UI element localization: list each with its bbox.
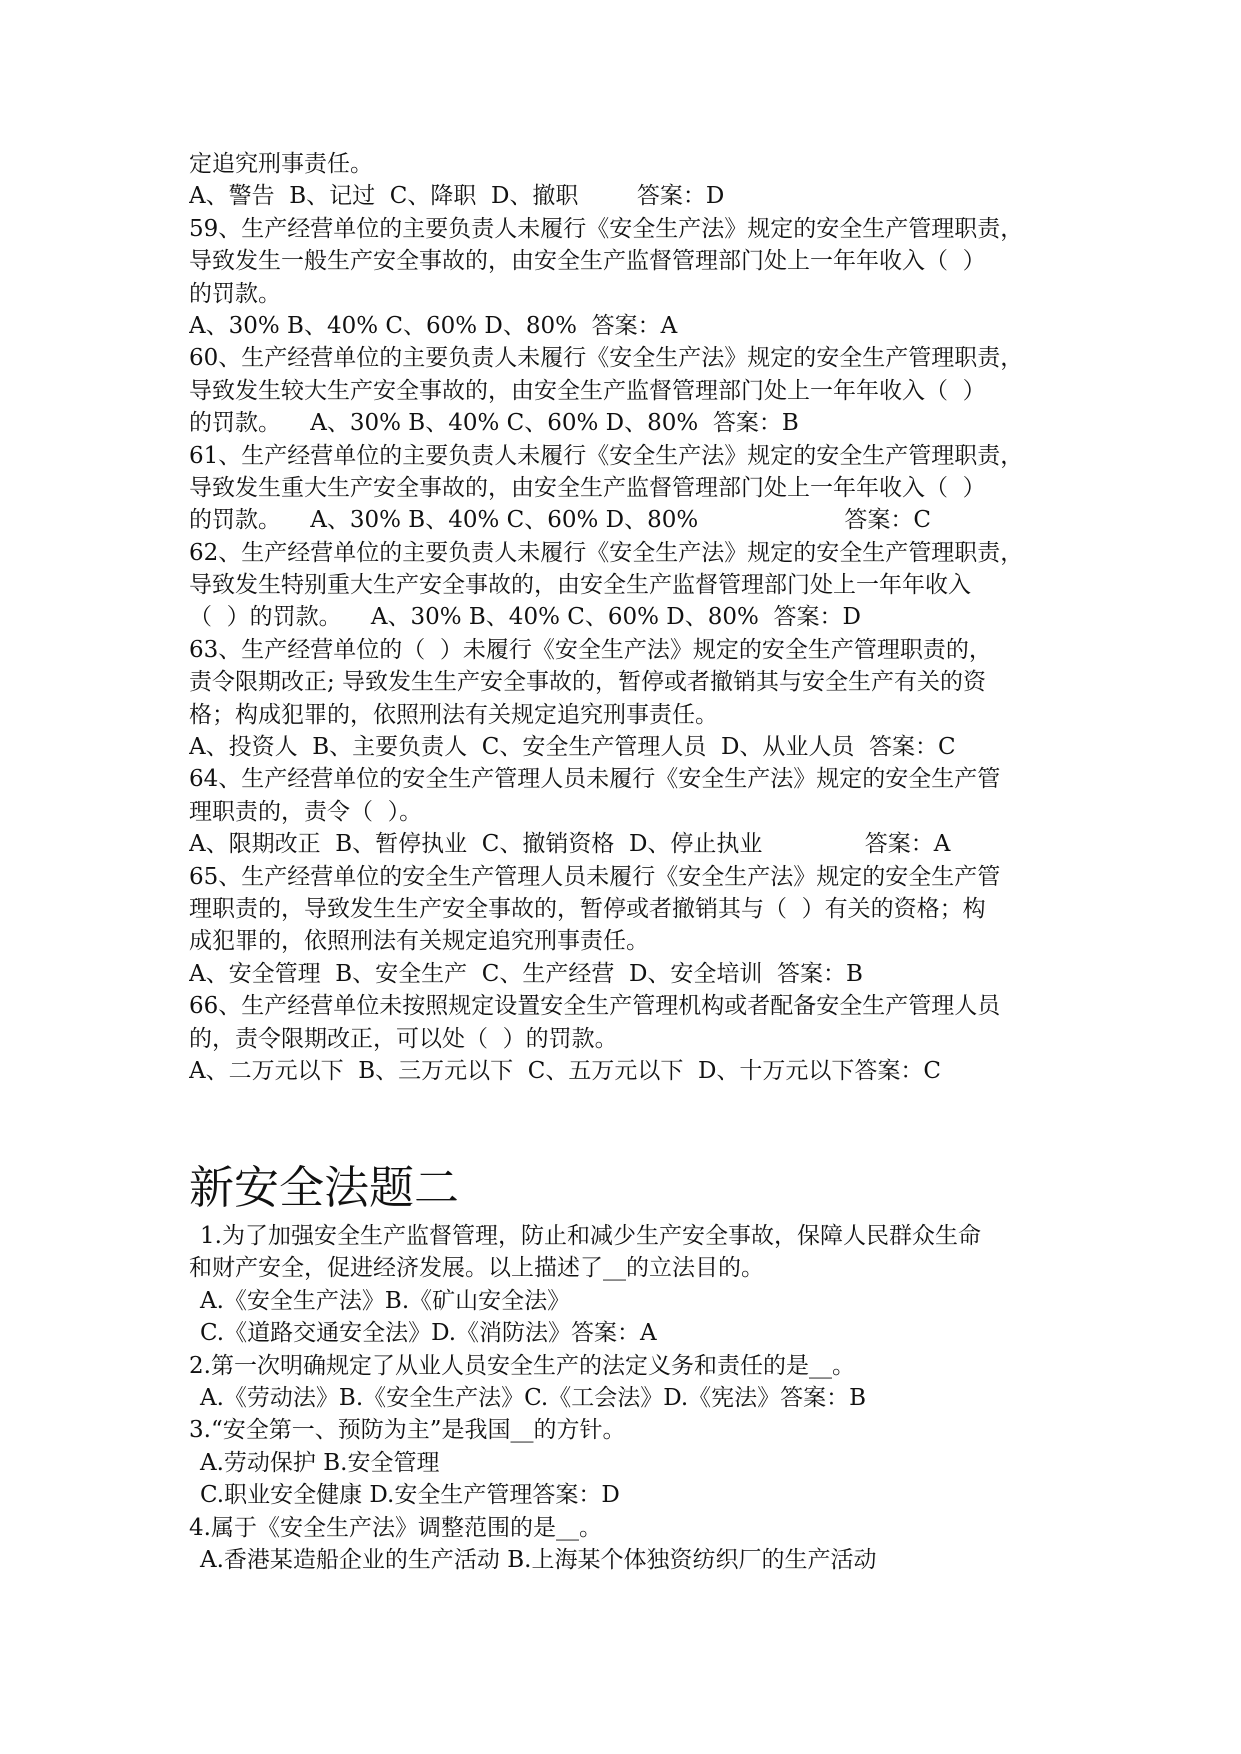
option-line: A.香港某造船企业的生产活动 B.上海某个体独资纺织厂的生产活动 (200, 1546, 877, 1573)
answer-line: C.职业安全健康 D.安全生产管理答案：D (200, 1482, 620, 1509)
text-line: 导致发生一般生产安全事故的，由安全生产监督管理部门处上一年年收入（ ） (189, 248, 986, 275)
question-63: 63、生产经营单位的（ ）未履行《安全生产法》规定的安全生产管理职责的， (189, 636, 992, 663)
question-2: 2.第一次明确规定了从业人员安全生产的法定义务和责任的是__。 (189, 1352, 855, 1379)
section-heading: 新安全法题二 (189, 1161, 460, 1214)
question-3: 3.“安全第一、预防为主”是我国__的方针。 (189, 1417, 626, 1444)
answer-line: A、警告 B、记过 C、降职 D、撤职 答案：D (189, 183, 725, 210)
question-block-bottom (189, 1220, 1059, 1576)
text-line: 成犯罪的，依照刑法有关规定追究刑事责任。 (189, 928, 649, 955)
option-line: A.劳动保护 B.安全管理 (200, 1449, 440, 1476)
text-line: 格；构成犯罪的，依照刑法有关规定追究刑事责任。 (189, 701, 718, 728)
answer-line: 的罚款。 A、30% B、40% C、60% D、80% 答案：C (189, 507, 932, 534)
option-line: A.《安全生产法》B.《矿山安全法》 (200, 1287, 571, 1314)
text-line: 的，责令限期改正，可以处（ ）的罚款。 (189, 1025, 618, 1052)
answer-line: A、投资人 B、主要负责人 C、安全生产管理人员 D、从业人员 答案：C (189, 734, 956, 761)
question-62: 62、生产经营单位的主要负责人未履行《安全生产法》规定的安全生产管理职责， (189, 539, 1024, 566)
question-59: 59、生产经营单位的主要负责人未履行《安全生产法》规定的安全生产管理职责， (189, 215, 1024, 242)
question-65: 65、生产经营单位的安全生产管理人员未履行《安全生产法》规定的安全生产管 (189, 863, 1001, 890)
text-line: 定追究刑事责任。 (189, 151, 373, 177)
text-line: 和财产安全，促进经济发展。以上描述了__的立法目的。 (189, 1255, 764, 1282)
question-61: 61、生产经营单位的主要负责人未履行《安全生产法》规定的安全生产管理职责， (189, 442, 1024, 469)
question-4: 4.属于《安全生产法》调整范围的是__。 (189, 1514, 602, 1541)
answer-line: A、30% B、40% C、60% D、80% 答案：A (189, 312, 678, 339)
text-line: 理职责的，责令（ ）。 (189, 798, 423, 825)
question-64: 64、生产经营单位的安全生产管理人员未履行《安全生产法》规定的安全生产管 (189, 766, 1001, 793)
answer-line: A、安全管理 B、安全生产 C、生产经营 D、安全培训 答案：B (189, 960, 863, 987)
answer-line: （ ）的罚款。 A、30% B、40% C、60% D、80% 答案：D (189, 604, 861, 631)
question-block-top (189, 148, 1059, 1087)
answer-line: C.《道路交通安全法》D.《消防法》答案：A (200, 1320, 657, 1347)
text-line: 导致发生较大生产安全事故的，由安全生产监督管理部门处上一年年收入（ ） (189, 377, 986, 404)
text-line: 导致发生特别重大生产安全事故的，由安全生产监督管理部门处上一年年收入 (189, 572, 971, 599)
answer-line: A、二万元以下 B、三万元以下 C、五万元以下 D、十万元以下答案：C (189, 1057, 942, 1084)
question-66: 66、生产经营单位未按照规定设置安全生产管理机构或者配备安全生产管理人员 (189, 993, 1001, 1020)
question-60: 60、生产经营单位的主要负责人未履行《安全生产法》规定的安全生产管理职责， (189, 345, 1024, 372)
answer-line: A.《劳动法》B.《安全生产法》C.《工会法》D.《宪法》答案：B (200, 1384, 867, 1411)
text-line: 的罚款。 (189, 280, 281, 307)
text-line: 理职责的，导致发生生产安全事故的，暂停或者撤销其与（ ）有关的资格；构 (189, 895, 986, 922)
answer-line: A、限期改正 B、暂停执业 C、撤销资格 D、停止执业 答案：A (189, 831, 951, 858)
text-line: 导致发生重大生产安全事故的，由安全生产监督管理部门处上一年年收入（ ） (189, 474, 986, 501)
text-line: 责令限期改正; 导致发生生产安全事故的，暂停或者撤销其与安全生产有关的资 (189, 669, 987, 696)
answer-line: 的罚款。 A、30% B、40% C、60% D、80% 答案：B (189, 410, 799, 437)
question-1: 1.为了加强安全生产监督管理，防止和减少生产安全事故，保障人民群众生命 (200, 1223, 981, 1249)
